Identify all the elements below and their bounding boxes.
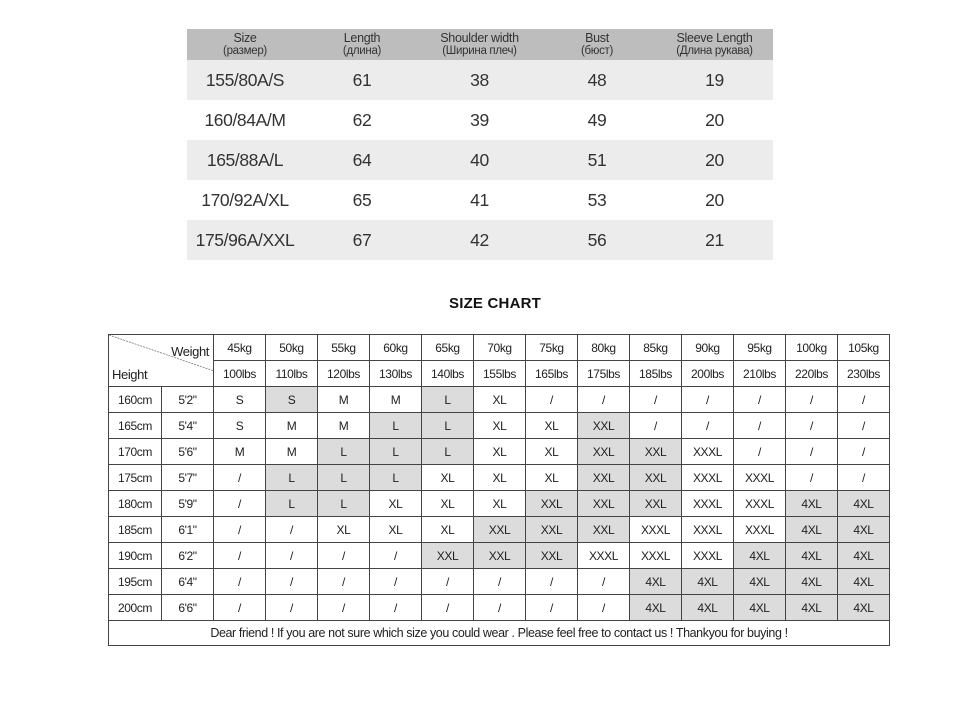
size-cell: XL <box>370 517 422 543</box>
size-cell: XXL <box>526 491 578 517</box>
height-ft: 5'4" <box>162 413 214 439</box>
measurement-cell: 53 <box>587 189 607 210</box>
corner-cell <box>109 335 214 387</box>
size-cell: M <box>370 387 422 413</box>
measurement-cell: 56 <box>538 220 656 260</box>
weight-lbs-header: 185lbs <box>630 361 682 387</box>
size-cell: XXXL <box>734 517 786 543</box>
weight-lbs-header: 210lbs <box>734 361 786 387</box>
measurement-cell: 42 <box>421 220 538 260</box>
size-chart-table <box>108 334 890 646</box>
size-cell: / <box>578 569 630 595</box>
size-cell: M <box>266 413 318 439</box>
size-cell: 4XL <box>786 595 838 621</box>
size-cell: XXL <box>578 439 630 465</box>
size-cell: XXL <box>578 491 630 517</box>
measurement-cell: 40 <box>421 140 538 180</box>
size-cell: L <box>370 465 422 491</box>
measurement-cell: 20 <box>705 189 724 210</box>
weight-kg-header: 60kg <box>370 335 422 361</box>
size-cell: XXL <box>422 543 474 569</box>
height-cm: 160cm <box>109 387 162 413</box>
weight-kg-header: 55kg <box>318 335 370 361</box>
size-cell: XXL <box>630 491 682 517</box>
weight-lbs-header: 100lbs <box>214 361 266 387</box>
size-cell: / <box>422 595 474 621</box>
size-cell: XXXL <box>578 543 630 569</box>
size-cell: XL <box>526 413 578 439</box>
weight-kg-header: 90kg <box>682 335 734 361</box>
size-cell: M <box>318 387 370 413</box>
height-row <box>109 439 890 465</box>
height-cm: 200cm <box>109 595 162 621</box>
size-cell: / <box>214 543 266 569</box>
height-row <box>109 595 890 621</box>
height-ft: 5'7" <box>162 465 214 491</box>
size-cell: XXL <box>630 439 682 465</box>
measurement-cell: 19 <box>656 60 773 100</box>
header-bust: Bust (бюст) <box>538 29 656 60</box>
size-cell: / <box>838 387 890 413</box>
size-cell: / <box>682 387 734 413</box>
height-row <box>109 543 890 569</box>
corner-weight-label: Weight <box>171 344 209 359</box>
measurement-table <box>187 29 773 260</box>
measurement-cell: 51 <box>538 140 656 180</box>
size-cell: 4XL <box>838 517 890 543</box>
size-cell: / <box>422 569 474 595</box>
measurement-header-row <box>187 29 773 60</box>
size-cell: / <box>786 439 838 465</box>
header-size: Size (размер) <box>187 29 303 60</box>
measurement-row <box>187 60 773 100</box>
measurement-cell: 61 <box>303 60 421 100</box>
measurement-cell: 175/96A/XXL <box>187 220 303 260</box>
size-cell: XL <box>474 491 526 517</box>
size-cell: S <box>266 387 318 413</box>
size-cell: / <box>214 465 266 491</box>
size-cell: / <box>630 413 682 439</box>
size-cell: / <box>266 543 318 569</box>
height-row <box>109 491 890 517</box>
size-cell: L <box>370 413 422 439</box>
height-ft: 5'2" <box>162 387 214 413</box>
size-cell: M <box>266 439 318 465</box>
size-cell: 4XL <box>786 543 838 569</box>
height-cm: 165cm <box>109 413 162 439</box>
size-cell: XL <box>526 465 578 491</box>
measurement-row <box>187 140 773 180</box>
size-cell: XXL <box>578 465 630 491</box>
height-ft: 5'9" <box>162 491 214 517</box>
weight-lbs-header: 230lbs <box>838 361 890 387</box>
size-cell: / <box>734 387 786 413</box>
weight-kg-header: 80kg <box>578 335 630 361</box>
height-row <box>109 413 890 439</box>
size-cell: L <box>422 413 474 439</box>
size-cell: / <box>734 413 786 439</box>
size-cell: / <box>318 595 370 621</box>
size-cell: 4XL <box>734 595 786 621</box>
height-row <box>109 517 890 543</box>
size-cell: S <box>214 413 266 439</box>
weight-lbs-header: 130lbs <box>370 361 422 387</box>
size-cell: / <box>370 569 422 595</box>
measurement-cell: 170/92A/XL <box>201 189 289 210</box>
size-cell: / <box>526 387 578 413</box>
size-cell: XL <box>422 465 474 491</box>
height-cm: 180cm <box>109 491 162 517</box>
measurement-cell: 21 <box>656 220 773 260</box>
size-cell: 4XL <box>630 595 682 621</box>
size-cell: / <box>578 387 630 413</box>
size-cell: / <box>318 569 370 595</box>
size-cell: XXXL <box>630 543 682 569</box>
size-cell: / <box>630 387 682 413</box>
size-cell: XXL <box>578 517 630 543</box>
size-cell: / <box>370 543 422 569</box>
measurement-cell: 49 <box>587 109 607 130</box>
height-cm: 170cm <box>109 439 162 465</box>
size-cell: XL <box>474 439 526 465</box>
measurement-cell: 155/80A/S <box>187 60 303 100</box>
size-cell: S <box>214 387 266 413</box>
size-cell: XXXL <box>682 543 734 569</box>
size-cell: XXXL <box>682 491 734 517</box>
size-cell: / <box>578 595 630 621</box>
weight-kg-header: 45kg <box>214 335 266 361</box>
size-cell: / <box>838 413 890 439</box>
size-cell: XL <box>422 491 474 517</box>
size-cell: XL <box>526 439 578 465</box>
size-cell: XXXL <box>630 517 682 543</box>
size-cell: / <box>838 465 890 491</box>
size-cell: 4XL <box>786 491 838 517</box>
size-cell: L <box>422 439 474 465</box>
size-cell: 4XL <box>838 491 890 517</box>
size-cell: XXL <box>526 543 578 569</box>
size-chart-title: SIZE CHART <box>449 295 541 312</box>
weight-kg-header: 100kg <box>786 335 838 361</box>
size-cell: XXL <box>578 413 630 439</box>
size-cell: L <box>370 439 422 465</box>
measurement-cell: 20 <box>656 140 773 180</box>
weight-lbs-header: 120lbs <box>318 361 370 387</box>
lbs-header-row <box>109 361 890 387</box>
size-cell: / <box>474 569 526 595</box>
size-cell: / <box>838 439 890 465</box>
size-cell: / <box>370 595 422 621</box>
height-row <box>109 569 890 595</box>
size-cell: XL <box>318 517 370 543</box>
size-cell: / <box>786 387 838 413</box>
size-cell: XXXL <box>734 465 786 491</box>
size-cell: 4XL <box>786 569 838 595</box>
size-cell: XXXL <box>682 465 734 491</box>
header-shoulder-width: Shoulder width (Ширина плеч) <box>421 29 538 60</box>
size-cell: XXL <box>526 517 578 543</box>
size-cell: XL <box>474 413 526 439</box>
height-ft: 6'2" <box>162 543 214 569</box>
measurement-row <box>187 180 773 220</box>
size-cell: / <box>214 569 266 595</box>
size-cell: XXL <box>474 543 526 569</box>
measurement-cell: 64 <box>303 140 421 180</box>
height-row <box>109 465 890 491</box>
weight-lbs-header: 155lbs <box>474 361 526 387</box>
size-cell: / <box>266 569 318 595</box>
corner-height-label: Height <box>112 367 148 382</box>
measurement-cell: 62 <box>352 109 372 130</box>
measurement-cell: 160/84A/M <box>204 109 286 130</box>
size-cell: L <box>266 465 318 491</box>
measurement-cell: 39 <box>470 109 489 130</box>
size-cell: XXXL <box>734 491 786 517</box>
size-cell: / <box>266 517 318 543</box>
header-length: Length (длина) <box>303 29 421 60</box>
measurement-cell: 65 <box>352 189 372 210</box>
height-row <box>109 387 890 413</box>
size-cell: 4XL <box>786 517 838 543</box>
size-cell: / <box>526 569 578 595</box>
size-cell: XL <box>474 465 526 491</box>
weight-lbs-header: 110lbs <box>266 361 318 387</box>
height-cm: 175cm <box>109 465 162 491</box>
measurement-cell: 67 <box>303 220 421 260</box>
size-cell: 4XL <box>838 569 890 595</box>
weight-kg-header: 105kg <box>838 335 890 361</box>
weight-lbs-header: 220lbs <box>786 361 838 387</box>
weight-lbs-header: 140lbs <box>422 361 474 387</box>
size-cell: 4XL <box>838 595 890 621</box>
size-cell: M <box>318 413 370 439</box>
measurement-cell: 165/88A/L <box>187 140 303 180</box>
size-cell: 4XL <box>734 569 786 595</box>
size-cell: L <box>318 491 370 517</box>
measurement-cell: 20 <box>705 109 724 130</box>
size-cell: / <box>214 595 266 621</box>
size-cell: XXXL <box>682 517 734 543</box>
weight-kg-header: 70kg <box>474 335 526 361</box>
height-cm: 190cm <box>109 543 162 569</box>
height-cm: 185cm <box>109 517 162 543</box>
size-cell: L <box>266 491 318 517</box>
header-sleeve-length: Sleeve Length (Длина рукава) <box>656 29 773 60</box>
size-cell: / <box>682 413 734 439</box>
height-ft: 6'4" <box>162 569 214 595</box>
height-ft: 6'6" <box>162 595 214 621</box>
size-cell: M <box>214 439 266 465</box>
measurement-cell: 48 <box>538 60 656 100</box>
size-cell: XL <box>422 517 474 543</box>
size-cell: L <box>422 387 474 413</box>
measurement-row <box>187 220 773 260</box>
height-ft: 6'1" <box>162 517 214 543</box>
size-cell: / <box>214 491 266 517</box>
size-cell: 4XL <box>630 569 682 595</box>
measurement-row <box>187 100 773 140</box>
contact-note: Dear friend ! If you are not sure which size you could wear . Please feel free to contact us ! Thankyou for buying ! <box>109 621 890 646</box>
kg-header-row <box>109 335 890 361</box>
size-cell: XXXL <box>682 439 734 465</box>
size-cell: / <box>526 595 578 621</box>
size-cell: L <box>318 439 370 465</box>
size-cell: 4XL <box>682 595 734 621</box>
measurement-cell: 41 <box>470 189 489 210</box>
weight-kg-header: 50kg <box>266 335 318 361</box>
weight-lbs-header: 165lbs <box>526 361 578 387</box>
size-cell: / <box>474 595 526 621</box>
size-cell: / <box>734 439 786 465</box>
size-cell: XL <box>474 387 526 413</box>
size-cell: XXL <box>630 465 682 491</box>
size-cell: 4XL <box>838 543 890 569</box>
size-cell: / <box>318 543 370 569</box>
weight-lbs-header: 200lbs <box>682 361 734 387</box>
size-cell: 4XL <box>734 543 786 569</box>
measurement-cell: 38 <box>421 60 538 100</box>
size-cell: / <box>786 465 838 491</box>
weight-kg-header: 85kg <box>630 335 682 361</box>
weight-lbs-header: 175lbs <box>578 361 630 387</box>
size-cell: 4XL <box>682 569 734 595</box>
size-cell: XL <box>370 491 422 517</box>
size-cell: L <box>318 465 370 491</box>
weight-kg-header: 75kg <box>526 335 578 361</box>
note-row <box>109 621 890 646</box>
weight-kg-header: 65kg <box>422 335 474 361</box>
weight-kg-header: 95kg <box>734 335 786 361</box>
height-ft: 5'6" <box>162 439 214 465</box>
size-cell: / <box>266 595 318 621</box>
size-cell: / <box>786 413 838 439</box>
height-cm: 195cm <box>109 569 162 595</box>
size-cell: / <box>214 517 266 543</box>
size-cell: XXL <box>474 517 526 543</box>
